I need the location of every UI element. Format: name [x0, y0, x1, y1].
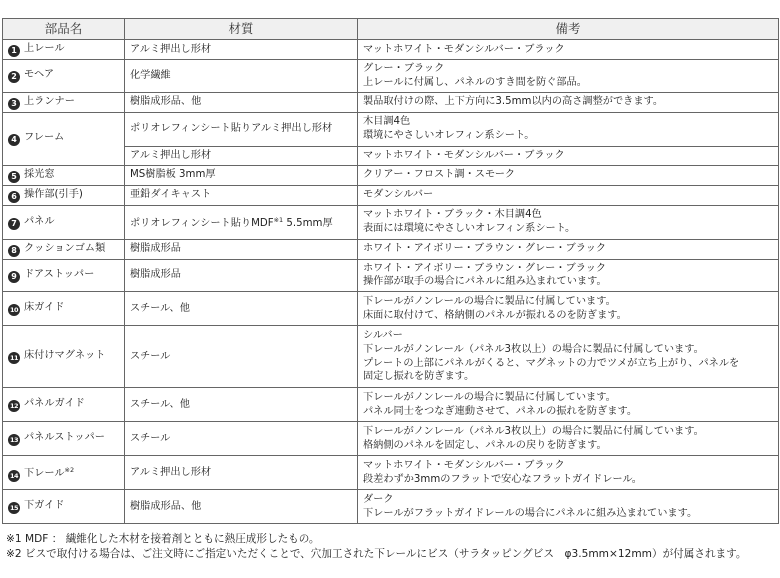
note-line: マットホワイト・モダンシルバー・ブラック — [363, 149, 565, 161]
part-name: フレーム — [24, 132, 65, 144]
notes-cell — [358, 205, 779, 239]
material-cell: アルミ押出し形材 — [125, 146, 358, 165]
part-name-cell — [3, 239, 125, 259]
table-row — [3, 112, 779, 146]
material-cell: MS樹脂板 3mm厚 — [125, 165, 358, 185]
note-line: 段差わずか3mmのフラットで安心なフラットガイドレール。 — [363, 473, 642, 485]
part-name-cell — [3, 292, 125, 326]
material-cell: 化学繊維 — [125, 60, 358, 93]
note-line: 下レールがノンレールの場合に製品に付属しています。 — [363, 391, 616, 403]
table-row — [3, 422, 779, 456]
part-number-badge: 13 — [9, 436, 19, 445]
part-name-cell — [3, 205, 125, 239]
part-number-badge: 4 — [8, 134, 20, 146]
part-name: モヘア — [24, 69, 55, 81]
part-number-badge: 2 — [8, 71, 20, 83]
material-cell: 樹脂成形品、他 — [125, 92, 358, 112]
table-row — [3, 60, 779, 93]
material-cell: スチール — [125, 326, 358, 388]
parts-table — [2, 18, 779, 524]
part-number-badge: 10 — [9, 306, 19, 315]
footnote-1: ※1 MDF ： 繊維化した木材を接着剤とともに熱圧成形したもの。 — [6, 533, 320, 545]
table-row — [3, 40, 779, 60]
table-row — [3, 326, 779, 388]
note-line: クリアー・フロスト調・スモーク — [363, 169, 516, 181]
table-row — [3, 165, 779, 185]
part-name: 床付けマグネット — [24, 350, 106, 362]
part-name-cell — [3, 185, 125, 205]
note-line: プレートの上部にパネルがくると、マグネットの力でツメが立ち上がり、パネルを — [363, 357, 740, 369]
part-name: 上レール — [24, 43, 65, 54]
header-material: 材質 — [125, 19, 358, 40]
part-name: 採光窓 — [24, 168, 55, 180]
table-row — [3, 185, 779, 205]
footnote-ref-2: ※2 — [64, 465, 75, 474]
note-line: モダンシルバー — [363, 189, 434, 201]
table-header-row — [3, 19, 779, 40]
notes-cell — [358, 185, 779, 205]
material-cell: ポリオレフィンシート貼りアルミ押出し形材 — [125, 112, 358, 146]
material-text: ポリオレフィンシート貼りMDF — [130, 217, 274, 229]
notes-cell — [358, 92, 779, 112]
notes-cell — [358, 112, 779, 146]
material-cell: スチール、他 — [125, 292, 358, 326]
notes-cell — [358, 146, 779, 165]
note-line: 環境にやさしいオレフィン系シート。 — [363, 130, 535, 142]
note-line: パネル同士をつなぎ連動させて、パネルの振れを防ぎます。 — [363, 405, 638, 417]
note-line: 上レールに付属し、パネルのすき間を防ぐ部品。 — [363, 76, 587, 88]
material-cell: スチール、他 — [125, 388, 358, 422]
part-name-cell — [3, 422, 125, 456]
table-row — [3, 92, 779, 112]
part-number-badge: 15 — [9, 504, 19, 513]
footnote-ref-1: ※1 — [273, 215, 284, 224]
table-row — [3, 456, 779, 490]
part-number-badge: 11 — [9, 354, 19, 363]
part-name: ドアストッパー — [24, 268, 95, 280]
part-name-cell — [3, 40, 125, 60]
part-number-badge: 3 — [8, 98, 20, 110]
part-name-cell — [3, 60, 125, 93]
part-number-badge: 12 — [9, 402, 19, 411]
part-number-badge: 14 — [9, 471, 19, 480]
note-line: マットホワイト・ブラック・木目調4色 — [363, 209, 542, 221]
note-line: マットホワイト・モダンシルバー・ブラック — [363, 43, 565, 55]
note-line: 床面に取付けて、格納側のパネルが振れるのを防ぎます。 — [363, 309, 627, 321]
part-name: 下ガイド — [24, 500, 65, 512]
part-number-badge: 9 — [8, 271, 20, 283]
header-notes: 備考 — [358, 19, 779, 40]
note-line: グレー・ブラック — [363, 63, 445, 74]
note-line: 下レールがフラットガイドレールの場合にパネルに組み込まれています。 — [363, 507, 698, 519]
part-name: クッションゴム類 — [24, 242, 106, 254]
part-number-badge: 5 — [8, 171, 20, 183]
note-line: 表面には環境にやさしいオレフィン系シート。 — [363, 223, 576, 235]
table-row — [3, 239, 779, 259]
note-line: 製品取付けの際、上下方向に3.5mm以内の高さ調整ができます。 — [363, 96, 664, 108]
notes-cell — [358, 388, 779, 422]
part-name: 床ガイド — [24, 302, 65, 314]
note-line: 下レールがノンレール（パネル3枚以上）の場合に製品に付属しています。 — [363, 343, 704, 355]
part-name: パネル — [24, 215, 55, 227]
footnote-2: ※2 ビスで取付ける場合は、ご注文時にご指定いただくことで、穴加工された下レールにビス（サラタッピングビス φ3.5mm×12mm）が付属されます。 — [6, 548, 747, 560]
notes-cell — [358, 40, 779, 60]
part-number-badge: 1 — [8, 45, 20, 57]
notes-cell — [358, 60, 779, 93]
notes-cell — [358, 490, 779, 524]
part-name-cell — [3, 112, 125, 165]
note-line: ダーク — [363, 493, 394, 505]
part-number-badge: 7 — [8, 218, 20, 230]
part-name-cell — [3, 92, 125, 112]
part-name: 下レール — [24, 467, 65, 479]
note-line: 固定し振れを防ぎます。 — [363, 371, 475, 383]
part-name: パネルストッパー — [24, 432, 105, 444]
part-name: 上ランナー — [24, 95, 75, 107]
part-name-cell — [3, 259, 125, 292]
note-line: ホワイト・アイボリー・ブラウン・グレー・ブラック — [363, 262, 607, 274]
material-cell: 樹脂成形品 — [125, 239, 358, 259]
material-cell: スチール — [125, 422, 358, 456]
material-cell: アルミ押出し形材 — [125, 456, 358, 490]
notes-cell — [358, 165, 779, 185]
table-row — [3, 388, 779, 422]
part-number-badge: 6 — [8, 191, 20, 203]
note-line: 下レールがノンレールの場合に製品に付属しています。 — [363, 295, 616, 307]
part-name-cell — [3, 165, 125, 185]
table-row — [3, 205, 779, 239]
part-name-cell — [3, 388, 125, 422]
note-line: 下レールがノンレール（パネル3枚以上）の場合に製品に付属しています。 — [363, 425, 704, 437]
note-line: 木目調4色 — [363, 116, 411, 128]
table-row — [3, 292, 779, 326]
header-part-name: 部品名 — [3, 19, 125, 40]
note-line: 操作部が取手の場合にパネルに組み込まれています。 — [363, 276, 607, 288]
note-line: ホワイト・アイボリー・ブラウン・グレー・ブラック — [363, 243, 607, 255]
material-cell: 樹脂成形品 — [125, 259, 358, 292]
material-cell: 亜鉛ダイキャスト — [125, 185, 358, 205]
notes-cell — [358, 259, 779, 292]
part-name: パネルガイド — [24, 398, 85, 410]
note-line: マットホワイト・モダンシルバー・ブラック — [363, 459, 565, 471]
material-cell: 樹脂成形品、他 — [125, 490, 358, 524]
table-row — [3, 490, 779, 524]
note-line: 格納側のパネルを固定し、パネルの戻りを防ぎます。 — [363, 439, 607, 451]
part-name-cell — [3, 326, 125, 388]
notes-cell — [358, 326, 779, 388]
note-line: シルバー — [363, 330, 403, 342]
notes-cell — [358, 422, 779, 456]
material-thickness: 5.5mm厚 — [283, 217, 333, 229]
part-number-badge: 8 — [8, 245, 20, 257]
notes-cell — [358, 456, 779, 490]
material-cell: アルミ押出し形材 — [125, 40, 358, 60]
part-name-cell — [3, 456, 125, 490]
part-name: 操作部(引手) — [24, 188, 83, 200]
notes-cell — [358, 292, 779, 326]
table-row — [3, 259, 779, 292]
material-cell — [125, 205, 358, 239]
part-name-cell — [3, 490, 125, 524]
notes-cell — [358, 239, 779, 259]
